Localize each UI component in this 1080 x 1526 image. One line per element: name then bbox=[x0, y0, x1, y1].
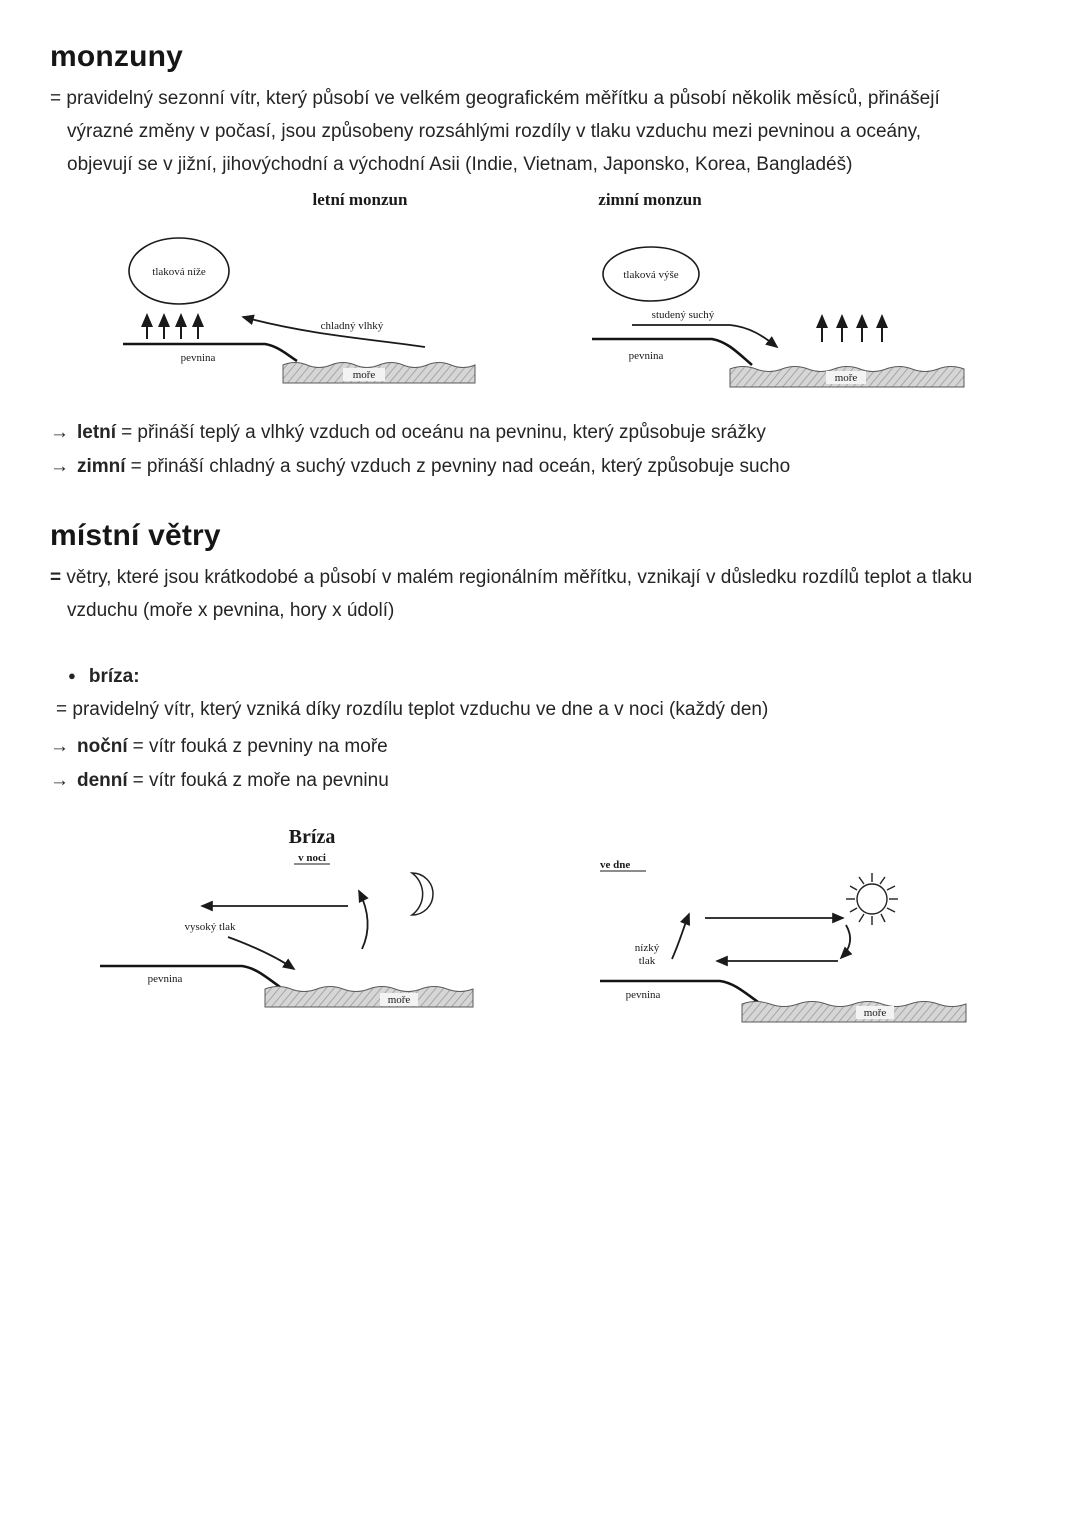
section-monsoons bbox=[50, 40, 1030, 483]
night-subtitle: v noci bbox=[298, 852, 326, 865]
list-item bbox=[50, 764, 1030, 797]
breeze-definition: = pravidelný vítr, který vzniká díky rozdílu teplot vzduchu ve dne a v noci (každý den) bbox=[56, 699, 769, 721]
land-label: pevnina bbox=[180, 352, 216, 365]
term-nocni: noční bbox=[77, 736, 128, 758]
arrow-icon: → bbox=[50, 455, 69, 477]
breeze-diagrams-row bbox=[90, 821, 1030, 1051]
sea-label: moře bbox=[387, 994, 411, 1007]
monsoons-definition: = pravidelný sezonní vítr, který působí ve velkém geografickém měřítku a působí několik měsíců, přinášejí výrazné změny v počasí, jsou způsobeny rozsáhlými rozdíly v tlaku vzduchu mezi pevninou a oceány, objevují se v jižní, jihovýchodní a východní Asii (Indie, Vietnam, Japonsko, Korea, Bangladéš) bbox=[50, 88, 940, 176]
term-nocni-text: = vítr fouká z pevniny na moře bbox=[132, 736, 388, 758]
term-letni-text: = přináší teplý a vlhký vzduch od oceánu na pevninu, který způsobuje srážky bbox=[121, 422, 766, 444]
local-winds-definition bbox=[50, 561, 990, 627]
winter-diagram-title: zimní monzun bbox=[598, 190, 702, 210]
sea-label: moře bbox=[834, 372, 858, 385]
high-pressure-label: tlaková výše bbox=[623, 269, 679, 282]
term-zimni-text: = přináší chladný a suchý vzduch z pevniny nad oceán, který způsobuje sucho bbox=[130, 455, 791, 477]
sinking-air-arrow bbox=[841, 925, 850, 958]
land-label: pevnina bbox=[625, 989, 661, 1002]
bullet-icon: ● bbox=[68, 668, 76, 684]
arrow-icon: → bbox=[50, 769, 69, 791]
monsoon-bullets bbox=[50, 416, 1030, 483]
term-letni: letní bbox=[77, 422, 117, 444]
arrow-icon: → bbox=[50, 736, 69, 758]
wind-label: studený suchý bbox=[651, 309, 715, 322]
land-to-sea-wind-arrow bbox=[228, 937, 294, 969]
coastline bbox=[100, 966, 280, 987]
sea-label: moře bbox=[863, 1007, 887, 1020]
updraft-arrows-icon bbox=[147, 315, 198, 339]
sea-label: moře bbox=[352, 369, 376, 382]
sun-icon bbox=[846, 873, 898, 925]
breeze-bullet bbox=[68, 661, 1030, 693]
list-item bbox=[50, 730, 1030, 763]
coastline bbox=[600, 981, 758, 1002]
night-breeze-diagram bbox=[90, 821, 480, 1021]
low-pressure-label-line1: nízký bbox=[634, 942, 660, 955]
arrow-icon: → bbox=[50, 422, 69, 444]
heading-mistni-vetry: místní větry bbox=[50, 519, 221, 553]
breeze-diagram-title: Bríza bbox=[288, 826, 336, 849]
summer-diagram-title: letní monzun bbox=[312, 190, 408, 210]
sea-area bbox=[742, 1002, 966, 1023]
winter-monsoon-diagram bbox=[580, 189, 970, 394]
section-local-winds bbox=[50, 519, 1030, 1051]
land-label: pevnina bbox=[628, 350, 664, 363]
summer-monsoon-diagram bbox=[105, 189, 505, 394]
high-pressure-label: vysoký tlak bbox=[184, 921, 236, 934]
local-winds-definition-text: větry, které jsou krátkodobé a působí v malém regionálním měřítku, vznikají v důsledku rozdílů teplot a tlaku vzduchu (moře x pevnina, hory x údolí) bbox=[66, 567, 973, 622]
wind-label: chladný vlhký bbox=[320, 320, 384, 333]
rising-air-arrow bbox=[672, 914, 689, 959]
breeze-bullets bbox=[50, 730, 1030, 797]
term-denni-text: = vítr fouká z moře na pevninu bbox=[132, 769, 389, 791]
low-pressure-label-line2: tlak bbox=[638, 955, 656, 968]
breeze-term: bríza: bbox=[88, 666, 140, 688]
list-item bbox=[50, 450, 1030, 483]
list-item bbox=[50, 416, 1030, 449]
equals-sign: = bbox=[50, 567, 62, 589]
term-denni: denní bbox=[77, 769, 128, 791]
monsoon-diagrams-row bbox=[105, 189, 1030, 394]
moon-icon bbox=[412, 873, 433, 915]
rising-air-arrow bbox=[359, 891, 368, 949]
heading-monzuny: monzuny bbox=[50, 40, 184, 73]
sea-area bbox=[265, 987, 473, 1008]
low-pressure-label: tlaková níže bbox=[152, 266, 206, 279]
day-breeze-diagram bbox=[590, 851, 980, 1051]
coastline bbox=[592, 339, 752, 365]
land-label: pevnina bbox=[147, 973, 183, 986]
term-zimni: zimní bbox=[77, 455, 126, 477]
offshore-wind-arrow bbox=[632, 325, 777, 347]
updraft-arrows-icon bbox=[822, 316, 882, 342]
day-subtitle: ve dne bbox=[600, 859, 631, 872]
